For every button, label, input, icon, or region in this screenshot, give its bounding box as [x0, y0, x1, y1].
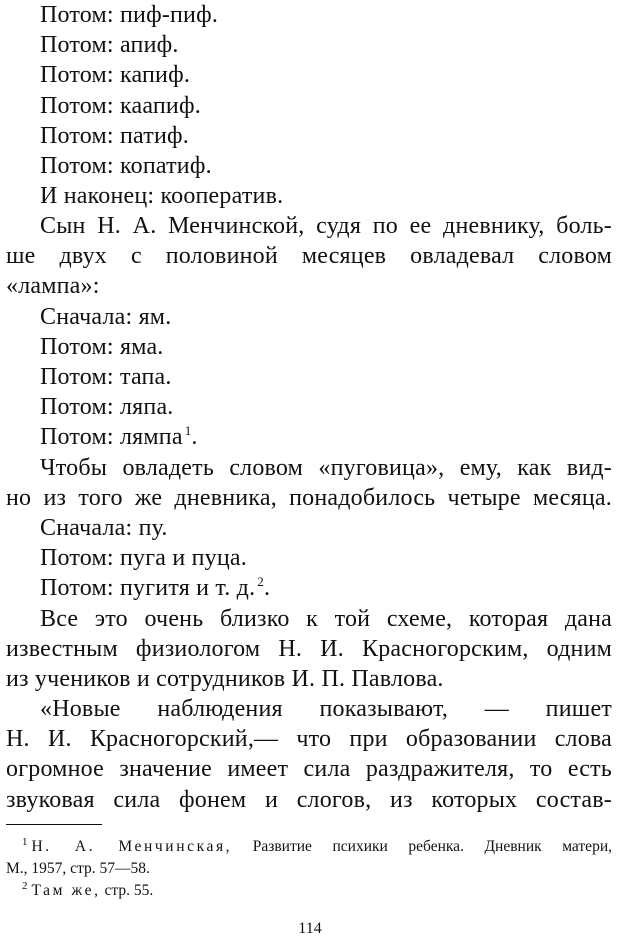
paragraph-first-line: «Новые наблюдения показывают, — пишет — [40, 696, 612, 722]
footnote-ref: 2 — [257, 574, 264, 589]
text-line: Потом: апиф. — [40, 32, 179, 58]
footnote-author: Н. А. Менчинская, — [31, 838, 233, 855]
text-line: из учеников и сотрудников И. П. Павлова. — [6, 666, 444, 692]
footnote-2 — [22, 880, 153, 902]
footnote-text: Развитие психики ребенка. Дневник матери, — [252, 838, 612, 855]
footnote-text: стр. 55. — [104, 882, 154, 899]
text-line: Потом: яма. — [40, 334, 164, 360]
footnote-ref: 1 — [184, 423, 192, 438]
text-line: И наконец: кооператив. — [40, 183, 284, 209]
text-line: Потом: пуга и пуца. — [40, 545, 247, 571]
text-line: но из того же дневника, понадобилось четыре месяца. — [6, 485, 612, 511]
text-line: Потом: тапа. — [40, 364, 172, 390]
paragraph-first-line: Все это очень близко к той схеме, которая дана — [40, 606, 612, 632]
footnote-1 — [22, 836, 612, 858]
text-line: Потом: пиф-пиф. — [40, 2, 219, 28]
text-line: Н. И. Красногорский,— что при образовании слова — [6, 726, 612, 752]
footnote-mark: 2 — [22, 879, 28, 892]
text-line: Потом: патиф. — [40, 123, 189, 149]
text-line: «лампа»: — [6, 273, 100, 299]
text-line-with-footnote-ref — [40, 422, 198, 452]
text-line: Сначала: ям. — [40, 304, 172, 330]
text-line: Потом: ляпа. — [40, 394, 174, 420]
paragraph-first-line: Сын Н. А. Менчинской, судя по ее дневнику, боль- — [40, 213, 612, 239]
paragraph-first-line: Чтобы овладеть словом «пуговица», ему, как вид- — [40, 455, 612, 481]
text-line: звуковая сила фонем и слогов, из которых состав- — [6, 787, 612, 813]
text-segment: Потом: лямпа — [40, 424, 183, 450]
text-line: огромное значение имеет сила раздражителя, то есть — [6, 756, 612, 782]
text-segment: Потом: пугитя и т. д. — [40, 575, 256, 601]
text-line: Потом: копатиф. — [40, 153, 212, 179]
footnote-author: Там же, — [31, 882, 101, 899]
footnote-1-continuation: М., 1957, стр. 57—58. — [6, 860, 150, 877]
text-segment: . — [263, 575, 271, 601]
text-line-with-footnote-ref — [40, 573, 270, 603]
text-line: ше двух с половиной месяцев овладевал словом — [6, 243, 612, 269]
page-number: 114 — [298, 920, 322, 937]
text-line: известным физиологом Н. И. Красногорским, одним — [6, 636, 612, 662]
text-line: Сначала: пу. — [40, 515, 168, 541]
footnote-divider — [6, 824, 102, 825]
text-line: Потом: капиф. — [40, 62, 191, 88]
footnote-mark: 1 — [22, 835, 28, 848]
text-segment: . — [191, 424, 198, 450]
text-line: Потом: каапиф. — [40, 93, 201, 119]
